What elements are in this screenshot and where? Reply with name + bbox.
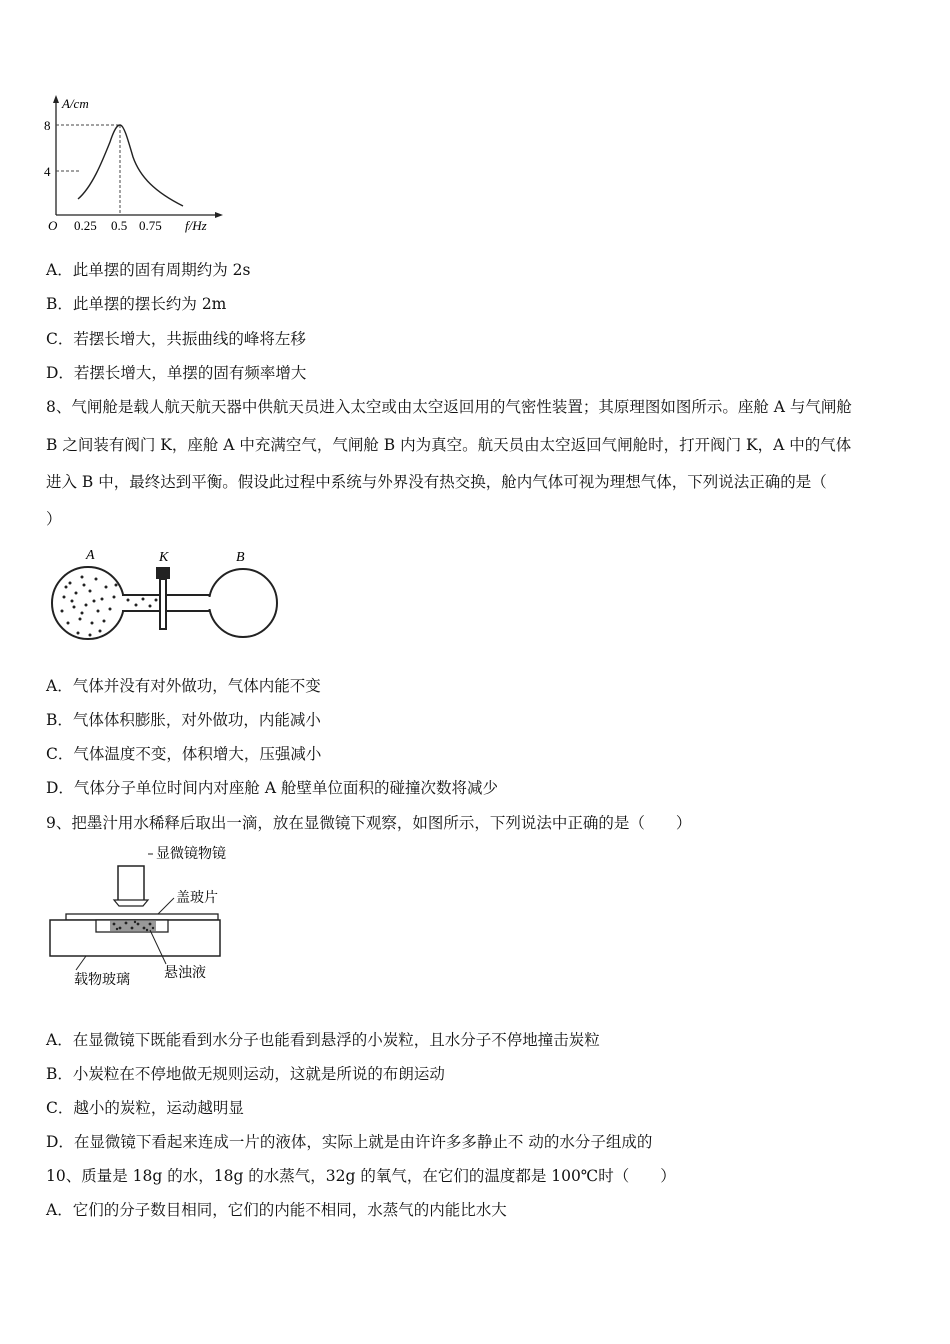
y-axis-arrow xyxy=(53,95,59,103)
y-axis-label: A/cm xyxy=(62,96,89,111)
valve-k-stem xyxy=(160,579,166,629)
label-b: B xyxy=(236,550,245,565)
valve-k-handle xyxy=(156,567,170,579)
cover-leader xyxy=(158,898,174,914)
label-slide: 载物玻璃 xyxy=(74,973,130,988)
x-tick-0.25: 0.25 xyxy=(74,218,97,233)
q9-option-d: D．在显微镜下看起来连成一片的液体，实际上就是由许许多多静止不 动的水分子组成的 xyxy=(46,1133,653,1151)
q7-option-a: A．此单摆的固有周期约为 2s xyxy=(46,261,251,279)
q7-option-b: B．此单摆的摆长约为 2m xyxy=(46,295,227,313)
origin-label: O xyxy=(48,218,58,233)
y-tick-4: 4 xyxy=(44,164,51,179)
microscope-diagram xyxy=(46,840,256,995)
q7-option-d: D．若摆长增大，单摆的固有频率增大 xyxy=(46,364,307,382)
label-k: K xyxy=(159,550,169,565)
y-tick-8: 8 xyxy=(44,118,51,133)
label-cover: 盖玻片 xyxy=(176,891,218,906)
q8-stem-line-1: 8、气闸舱是载人航天航天器中供航天员进入太空或由太空返回用的气密性装置；其原理图如图所示。座舱 A 与气闸舱 xyxy=(46,398,852,416)
slide-leader xyxy=(76,956,86,970)
q9-option-b: B．小炭粒在不停地做无规则运动，这就是所说的布朗运动 xyxy=(46,1065,445,1083)
x-axis-label: f/Hz xyxy=(185,218,207,233)
label-a: A xyxy=(86,548,95,563)
q8-stem-line-4: ） xyxy=(46,510,62,528)
q8-stem-line-3: 进入 B 中，最终达到平衡。假设此过程中系统与外界没有热交换，舱内气体可视为理想气体，下列说法正确的是（ xyxy=(46,473,827,491)
chamber-b-mouth xyxy=(207,597,221,609)
objective-lens xyxy=(118,866,144,902)
label-suspension: 悬浊液 xyxy=(164,966,206,981)
resonance-curve xyxy=(78,125,183,206)
q8-option-b: B．气体体积膨胀，对外做功，内能减小 xyxy=(46,711,321,729)
q8-option-c: C．气体温度不变，体积增大，压强减小 xyxy=(46,745,322,763)
q9-option-a: A．在显微镜下既能看到水分子也能看到悬浮的小炭粒，且水分子不停地撞击炭粒 xyxy=(46,1031,600,1049)
x-tick-0.75: 0.75 xyxy=(139,218,162,233)
resonance-graph xyxy=(40,92,230,242)
q8-stem-line-2: B 之间装有阀门 K，座舱 A 中充满空气，气闸舱 B 内为真空。航天员由太空返回气闸舱时，打开阀门 K，A 中的气体 xyxy=(46,436,852,454)
connecting-pipe-fill xyxy=(122,595,218,611)
q8-option-d: D．气体分子单位时间内对座舱 A 舱壁单位面积的碰撞次数将减少 xyxy=(46,779,498,797)
cabin-a xyxy=(52,567,124,639)
airlock-diagram xyxy=(48,545,288,660)
q7-option-c: C．若摆长增大，共振曲线的峰将左移 xyxy=(46,330,306,348)
x-axis-arrow xyxy=(215,212,223,218)
q9-stem: 9、把墨汁用水稀释后取出一滴，放在显微镜下观察，如图所示，下列说法中正确的是（ ） xyxy=(46,814,692,832)
q10-option-a: A．它们的分子数目相同，它们的内能不相同，水蒸气的内能比水大 xyxy=(46,1201,507,1219)
q10-stem: 10、质量是 18g 的水，18g 的水蒸气，32g 的氧气，在它们的温度都是 100℃时（ ） xyxy=(46,1167,676,1185)
q8-option-a: A．气体并没有对外做功，气体内能不变 xyxy=(46,677,321,695)
objective-tip xyxy=(114,900,148,906)
q9-option-c: C．越小的炭粒，运动越明显 xyxy=(46,1099,244,1117)
cover-glass xyxy=(66,914,218,920)
x-tick-0.5: 0.5 xyxy=(111,218,128,233)
label-objective: 显微镜物镜 xyxy=(156,847,226,862)
